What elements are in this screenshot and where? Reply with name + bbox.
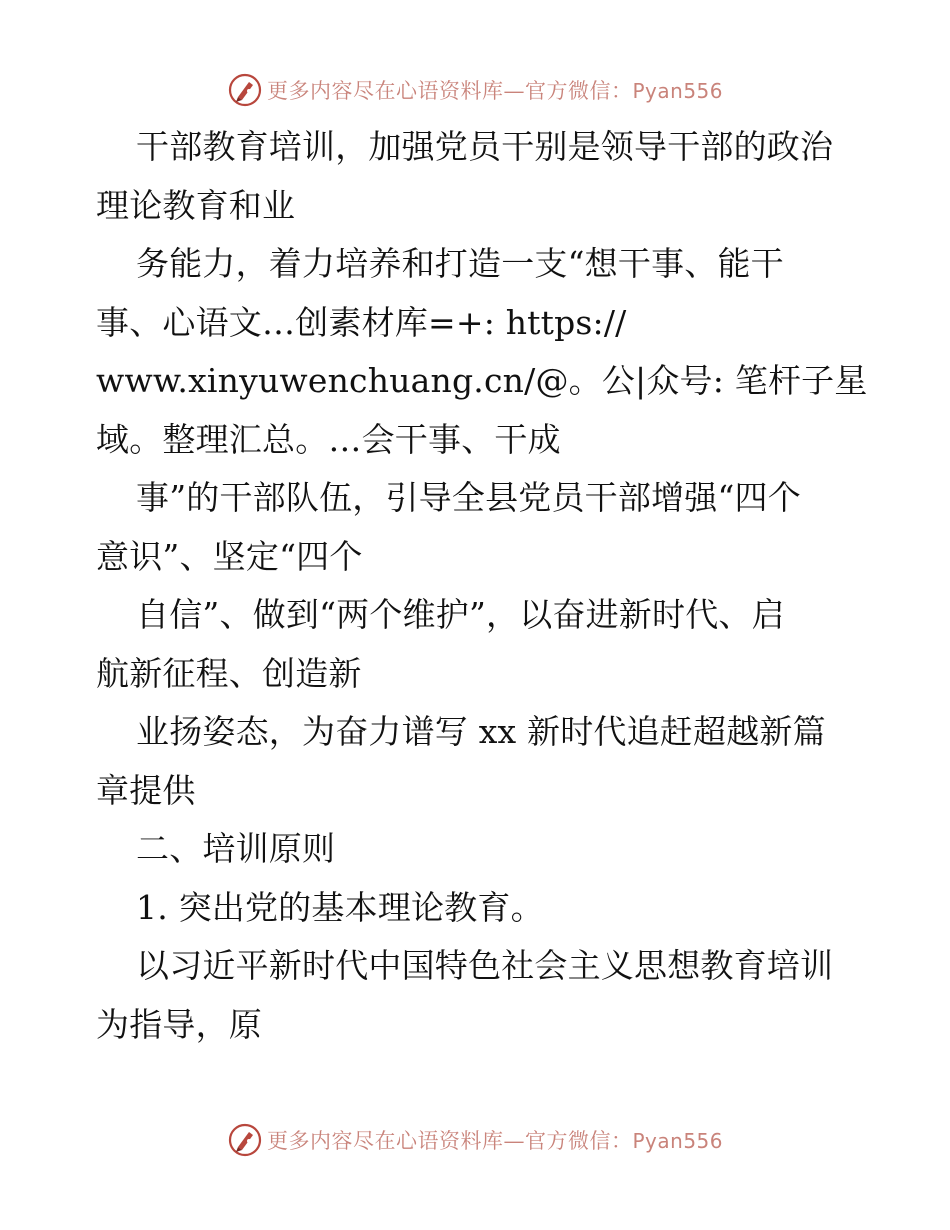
footer-banner-id: Pyan556 [632,1129,723,1153]
body-line: 为指导，原 [96,1004,262,1044]
body-line: 章提供 [96,770,196,810]
body-line: 事”的干部队伍，引导全县党员干部增强“四个 [136,478,801,517]
header-banner-label: 更多内容尽在心语资料库—官方微信： [266,79,633,103]
header-banner-text [267,75,723,105]
document-body [96,118,866,1054]
body-line: 自信”、做到“两个维护”，以奋进新时代、启 [136,595,785,634]
pen-logo-icon [227,1122,263,1158]
body-line: 务能力，着力培养和打造一支“想干事、能干 [136,244,784,283]
body-line: 意识”、坚定“四个 [96,536,363,576]
subsection-heading: 1. 突出党的基本理论教育。 [136,887,544,927]
body-line: 事、心语文…创素材库=+: https:// [96,302,627,342]
footer-banner-text [267,1125,723,1155]
body-line: 航新征程、创造新 [96,653,362,693]
section-heading: 二、培训原则 [136,829,336,868]
body-line: www.xinyuwenchuang.cn/@。公|众号: 笔杆子星 [96,361,868,400]
body-line: 域。整理汇总。…会干事、干成 [96,419,561,459]
header-banner-id: Pyan556 [632,79,723,103]
body-line: 以习近平新时代中国特色社会主义思想教育培训 [136,946,834,985]
body-line: 干部教育培训，加强党员干别是领导干部的政治 [136,127,834,166]
footer-banner [0,1118,950,1162]
header-banner [0,68,950,112]
pen-logo-icon [227,72,263,108]
body-line: 理论教育和业 [96,185,296,225]
body-line: 业扬姿态，为奋力谱写 xx 新时代追赶超越新篇 [136,712,826,751]
footer-banner-label: 更多内容尽在心语资料库—官方微信： [266,1129,633,1153]
